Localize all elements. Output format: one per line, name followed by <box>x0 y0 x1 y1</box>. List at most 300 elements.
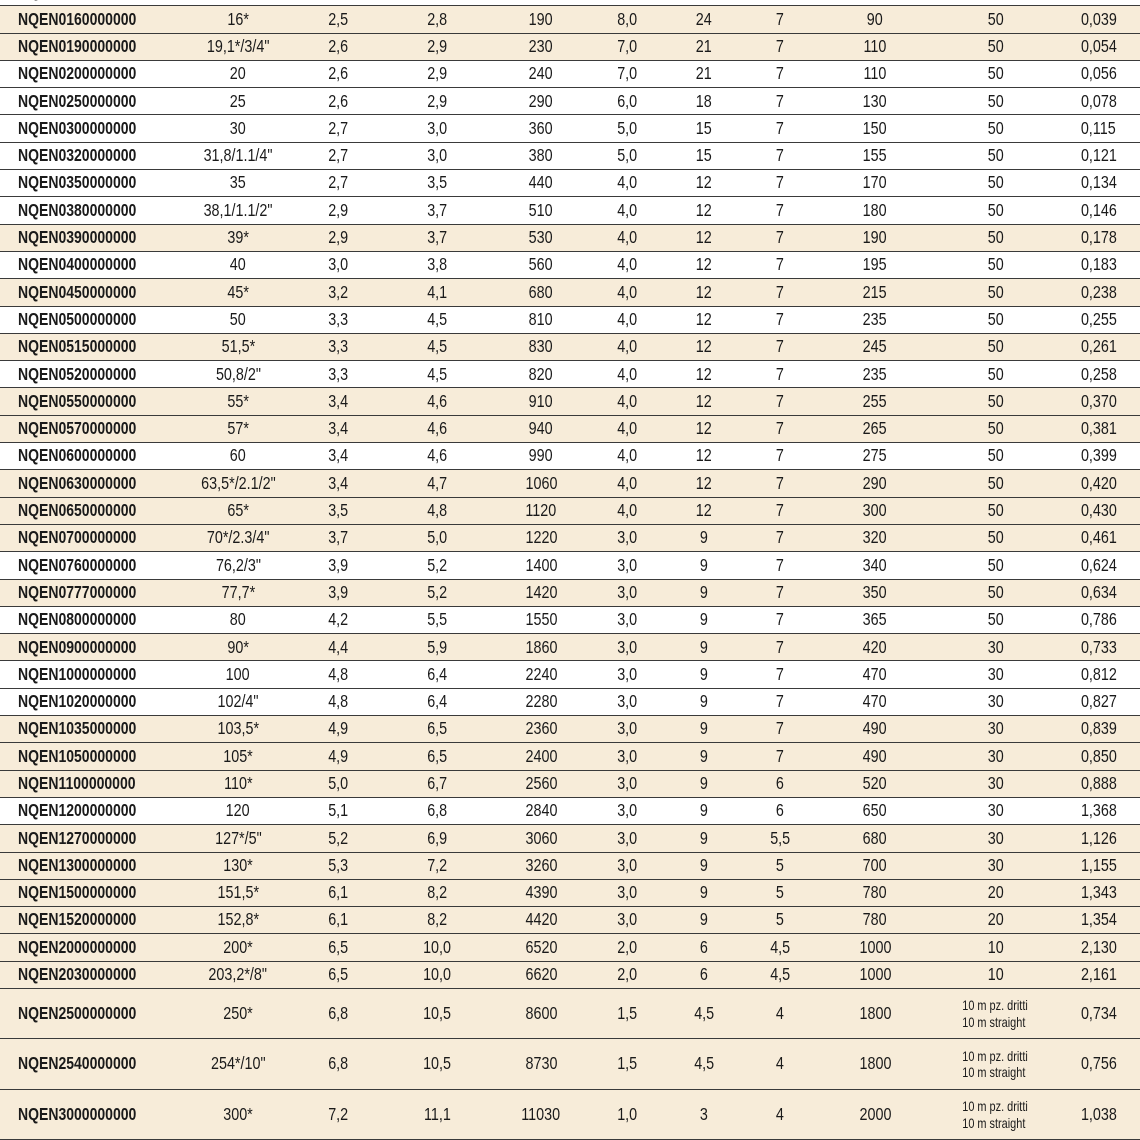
product-code-cell <box>0 852 182 879</box>
nominal-size-text: 77,7* <box>221 581 255 602</box>
value-col-2-text: 2,7 <box>328 172 348 193</box>
packaging-cell <box>934 497 1057 524</box>
value-col-3-text: 2,8 <box>427 8 447 29</box>
value-col-5-text: 3,0 <box>617 581 637 602</box>
packaging-note-en: 10 m straight <box>962 1013 1026 1030</box>
value-col-4-text: 8600 <box>525 1002 557 1023</box>
value-col-6-text: 18 <box>696 90 712 111</box>
value-col-2-cell <box>294 415 382 442</box>
value-col-5-text: 4,0 <box>617 500 637 521</box>
packaging-cell <box>934 552 1057 579</box>
packaging-text: 50 <box>987 90 1004 111</box>
product-code-text: NQEN0190000000 <box>18 35 137 56</box>
table-row <box>0 797 1140 824</box>
nominal-size-text: 51,5* <box>221 336 255 357</box>
value-col-2-cell <box>294 470 382 497</box>
value-col-7-text: 7 <box>776 172 784 193</box>
value-col-4-cell <box>492 361 590 388</box>
weight-text: 0,624 <box>1080 554 1117 575</box>
value-col-3-cell <box>382 251 492 278</box>
product-code-cell <box>0 879 182 906</box>
value-col-6-cell <box>664 825 744 852</box>
packaging-text <box>988 0 1004 1</box>
weight-cell <box>1057 716 1140 743</box>
value-col-8-text: 130 <box>863 90 887 111</box>
value-col-7-text: 7 <box>776 636 784 657</box>
value-col-7-text: 5 <box>776 909 784 930</box>
value-col-7-text: 7 <box>776 35 784 56</box>
value-col-4-text: 4390 <box>525 882 557 903</box>
value-col-3-text <box>427 0 447 1</box>
value-col-7-cell <box>744 170 816 197</box>
product-code-cell <box>0 60 182 87</box>
nominal-size-text: 70*/2.3/4" <box>206 527 270 548</box>
value-col-2-text: 2,7 <box>328 145 348 166</box>
value-col-4-text: 830 <box>529 336 553 357</box>
value-col-4-cell <box>492 988 590 1039</box>
value-col-2-text: 6,1 <box>328 909 348 930</box>
packaging-cell <box>934 6 1057 33</box>
value-col-2-cell <box>294 60 382 87</box>
value-col-5-text: 5,0 <box>617 145 637 166</box>
product-code-text: NQEN0200000000 <box>18 63 137 84</box>
value-col-8-text: 470 <box>863 663 887 684</box>
value-col-8-text: 235 <box>863 363 887 384</box>
value-col-6-text: 12 <box>696 363 712 384</box>
product-code-cell <box>0 88 182 115</box>
value-col-7-cell <box>744 1039 816 1090</box>
table-row <box>0 552 1140 579</box>
product-code-text: NQEN0250000000 <box>18 90 137 111</box>
value-col-6-cell <box>664 361 744 388</box>
value-col-6-text: 3 <box>700 1103 708 1124</box>
weight-text: 0,255 <box>1080 308 1117 329</box>
value-col-2-cell <box>294 1039 382 1090</box>
value-col-5-text: 4,0 <box>617 172 637 193</box>
value-col-6-cell <box>664 661 744 688</box>
value-col-6-text: 4,5 <box>694 1002 714 1023</box>
packaging-text: 30 <box>987 663 1004 684</box>
packaging-cell <box>934 688 1057 715</box>
value-col-6-text: 6 <box>700 964 708 985</box>
nominal-size-cell <box>182 907 294 934</box>
value-col-2-text: 2,5 <box>328 8 348 29</box>
product-code-text: NQEN2000000000 <box>18 936 137 957</box>
value-col-5-text: 3,0 <box>617 827 637 848</box>
product-code-text: NQEN2500000000 <box>18 1002 137 1023</box>
value-col-7-cell <box>744 497 816 524</box>
weight-text: 0,850 <box>1080 745 1117 766</box>
table-row <box>0 606 1140 633</box>
value-col-7-cell <box>744 443 816 470</box>
value-col-6-text: 9 <box>700 773 708 793</box>
nominal-size-text: 102/4" <box>217 691 259 712</box>
value-col-2-text: 3,2 <box>328 281 348 302</box>
product-code-cell <box>0 716 182 743</box>
value-col-8-cell <box>816 961 934 988</box>
value-col-5-cell <box>590 170 664 197</box>
nominal-size-text: 200* <box>223 936 253 957</box>
value-col-4-cell <box>492 443 590 470</box>
value-col-5-text: 3,0 <box>617 882 637 903</box>
value-col-2-cell <box>294 606 382 633</box>
product-code-text: NQEN2030000000 <box>18 964 137 985</box>
value-col-6-cell <box>664 934 744 961</box>
value-col-7-text: 4,5 <box>770 936 790 957</box>
product-code-text: NQEN0520000000 <box>18 363 137 384</box>
value-col-5-cell <box>590 306 664 333</box>
value-col-6-cell <box>664 961 744 988</box>
value-col-7-cell <box>744 224 816 251</box>
value-col-6-cell <box>664 115 744 142</box>
weight-cell <box>1057 879 1140 906</box>
value-col-2-text: 4,8 <box>328 663 348 684</box>
value-col-8-cell <box>816 306 934 333</box>
product-code-cell <box>0 33 182 60</box>
packaging-cell <box>934 443 1057 470</box>
value-col-7-cell <box>744 470 816 497</box>
value-col-7-text: 5 <box>776 854 784 875</box>
value-col-2-cell <box>294 634 382 661</box>
value-col-7-text: 7 <box>776 117 784 138</box>
value-col-3-cell <box>382 961 492 988</box>
weight-text: 0,039 <box>1080 8 1117 29</box>
value-col-8-cell <box>816 797 934 824</box>
value-col-6-text: 9 <box>700 854 708 875</box>
value-col-2-text: 4,8 <box>328 691 348 712</box>
value-col-2-text: 4,4 <box>328 636 348 657</box>
value-col-2-cell <box>294 443 382 470</box>
weight-text: 0,839 <box>1080 718 1117 739</box>
value-col-7-cell <box>744 279 816 306</box>
value-col-8-cell <box>816 579 934 606</box>
value-col-4-cell <box>492 716 590 743</box>
value-col-2-cell <box>294 716 382 743</box>
product-code-text: NQEN0800000000 <box>18 609 137 630</box>
value-col-4-text: 3060 <box>525 827 557 848</box>
value-col-7-text <box>776 0 784 1</box>
table-row <box>0 934 1140 961</box>
value-col-2-cell <box>294 688 382 715</box>
value-col-2-cell <box>294 306 382 333</box>
value-col-7-cell <box>744 606 816 633</box>
table-row <box>0 1089 1140 1140</box>
table-row <box>0 361 1140 388</box>
value-col-5-text: 3,0 <box>617 636 637 657</box>
nominal-size-cell <box>182 934 294 961</box>
product-code-text: NQEN1035000000 <box>18 718 137 739</box>
packaging-text: 20 <box>987 909 1004 930</box>
value-col-3-text: 6,8 <box>427 800 447 821</box>
value-col-6-text: 9 <box>700 554 708 575</box>
value-col-2-text: 3,9 <box>328 581 348 602</box>
value-col-8-text: 1800 <box>859 1002 891 1023</box>
value-col-5-cell <box>590 142 664 169</box>
value-col-2-text: 6,1 <box>328 882 348 903</box>
weight-text: 0,399 <box>1080 445 1117 466</box>
product-code-cell <box>0 688 182 715</box>
product-code-cell <box>0 306 182 333</box>
weight-cell <box>1057 388 1140 415</box>
value-col-3-text: 4,5 <box>427 363 447 384</box>
value-col-7-cell <box>744 961 816 988</box>
table-row <box>0 688 1140 715</box>
nominal-size-cell <box>182 497 294 524</box>
value-col-6-cell <box>664 170 744 197</box>
packaging-cell <box>934 142 1057 169</box>
value-col-4-text: 810 <box>529 308 553 329</box>
value-col-6-text: 6 <box>700 936 708 957</box>
nominal-size-text: 130* <box>223 854 253 875</box>
nominal-size-text: 151,5* <box>217 882 259 903</box>
value-col-8-text: 170 <box>863 172 887 193</box>
nominal-size-cell <box>182 552 294 579</box>
value-col-7-text: 7 <box>776 581 784 602</box>
nominal-size-text: 25 <box>230 90 246 111</box>
value-col-2-cell <box>294 552 382 579</box>
product-code-cell <box>0 251 182 278</box>
value-col-3-text: 10,0 <box>423 964 451 985</box>
value-col-2-cell <box>294 333 382 360</box>
value-col-8-cell <box>816 415 934 442</box>
nominal-size-text: 31,8/1.1/4" <box>203 145 273 166</box>
value-col-3-text: 6,9 <box>427 827 447 848</box>
value-col-3-text: 7,2 <box>427 854 447 875</box>
value-col-2-text: 2,9 <box>328 199 348 220</box>
product-code-cell <box>0 333 182 360</box>
value-col-8-cell <box>816 142 934 169</box>
value-col-8-text: 490 <box>863 745 887 766</box>
product-code-cell <box>0 552 182 579</box>
value-col-7-text: 5 <box>776 882 784 903</box>
weight-cell <box>1057 470 1140 497</box>
weight-text: 0,054 <box>1080 35 1117 56</box>
product-code-cell <box>0 361 182 388</box>
product-code-cell <box>0 279 182 306</box>
value-col-6-cell <box>664 634 744 661</box>
value-col-5-cell <box>590 251 664 278</box>
value-col-4-text: 6620 <box>525 964 557 985</box>
table-row <box>0 634 1140 661</box>
weight-cell <box>1057 333 1140 360</box>
value-col-4-cell <box>492 770 590 797</box>
product-code-text: NQEN0900000000 <box>18 636 137 657</box>
value-col-4-text <box>529 0 553 1</box>
nominal-size-text: 57* <box>227 418 249 439</box>
weight-cell <box>1057 33 1140 60</box>
packaging-cell <box>934 606 1057 633</box>
nominal-size-cell <box>182 224 294 251</box>
value-col-7-cell <box>744 934 816 961</box>
value-col-3-text: 2,9 <box>427 35 447 56</box>
product-code-text: NQEN3000000000 <box>18 1103 137 1124</box>
value-col-5-text: 3,0 <box>617 691 637 712</box>
value-col-3-text: 10,5 <box>423 1002 451 1023</box>
table-row <box>0 115 1140 142</box>
value-col-2-text: 5,2 <box>328 827 348 848</box>
nominal-size-text: 63,5*/2.1/2" <box>200 472 276 493</box>
packaging-cell <box>934 388 1057 415</box>
nominal-size-text: 127*/5" <box>214 827 262 848</box>
product-code-text: NQEN1300000000 <box>18 854 137 875</box>
value-col-2-cell <box>294 197 382 224</box>
weight-text: 0,430 <box>1080 500 1117 521</box>
packaging-text: 30 <box>987 800 1004 821</box>
value-col-3-cell <box>382 907 492 934</box>
value-col-7-text: 6 <box>776 800 784 821</box>
value-col-8-text: 180 <box>863 199 887 220</box>
value-col-5-cell <box>590 934 664 961</box>
table-row <box>0 197 1140 224</box>
value-col-7-text: 7 <box>776 390 784 411</box>
value-col-3-cell <box>382 797 492 824</box>
table-row <box>0 170 1140 197</box>
value-col-5-text: 4,0 <box>617 281 637 302</box>
value-col-4-cell <box>492 388 590 415</box>
value-col-7-cell <box>744 333 816 360</box>
value-col-2-text: 3,4 <box>328 390 348 411</box>
weight-cell <box>1057 797 1140 824</box>
value-col-7-cell <box>744 115 816 142</box>
value-col-3-cell <box>382 661 492 688</box>
value-col-2-text: 3,4 <box>328 445 348 466</box>
value-col-6-text: 9 <box>700 882 708 903</box>
nominal-size-cell <box>182 852 294 879</box>
packaging-note <box>963 1048 1029 1080</box>
value-col-6-text: 12 <box>696 254 712 275</box>
value-col-4-cell <box>492 470 590 497</box>
value-col-8-text: 1000 <box>859 964 891 985</box>
value-col-3-cell <box>382 716 492 743</box>
value-col-8-text: 1000 <box>859 936 891 957</box>
value-col-8-text: 365 <box>863 609 887 630</box>
weight-cell <box>1057 6 1140 33</box>
nominal-size-cell <box>182 170 294 197</box>
value-col-8-text: 190 <box>863 227 887 248</box>
packaging-text: 50 <box>987 63 1004 84</box>
value-col-6-text: 12 <box>696 500 712 521</box>
value-col-7-text: 7 <box>776 472 784 493</box>
weight-text: 0,258 <box>1080 363 1117 384</box>
value-col-4-cell <box>492 661 590 688</box>
value-col-8-text: 520 <box>863 773 887 793</box>
value-col-6-cell <box>664 879 744 906</box>
nominal-size-text: 40 <box>230 254 246 275</box>
packaging-note <box>963 997 1029 1029</box>
value-col-7-text: 4,5 <box>770 964 790 985</box>
product-code-cell <box>0 470 182 497</box>
value-col-7-cell <box>744 770 816 797</box>
value-col-7-text: 7 <box>776 254 784 275</box>
value-col-7-cell <box>744 1089 816 1140</box>
value-col-2-cell <box>294 961 382 988</box>
nominal-size-text: 103,5* <box>217 718 259 739</box>
value-col-4-text: 2280 <box>525 691 557 712</box>
value-col-2-cell <box>294 825 382 852</box>
value-col-5-cell <box>590 552 664 579</box>
nominal-size-text: 152,8* <box>217 909 259 930</box>
value-col-6-cell <box>664 306 744 333</box>
value-col-2-text: 4,2 <box>328 609 348 630</box>
value-col-8-cell <box>816 743 934 770</box>
value-col-5-text: 7,0 <box>617 35 637 56</box>
value-col-8-cell <box>816 934 934 961</box>
packaging-text: 50 <box>987 527 1004 548</box>
value-col-7-text: 7 <box>776 500 784 521</box>
nominal-size-cell <box>182 579 294 606</box>
weight-cell <box>1057 688 1140 715</box>
value-col-3-text: 5,9 <box>427 636 447 657</box>
packaging-cell <box>934 797 1057 824</box>
value-col-2-cell <box>294 797 382 824</box>
value-col-3-text: 4,5 <box>427 336 447 357</box>
weight-text: 0,420 <box>1080 472 1117 493</box>
value-col-7-text: 7 <box>776 145 784 166</box>
packaging-text: 50 <box>987 472 1004 493</box>
table-row <box>0 142 1140 169</box>
table-row <box>0 306 1140 333</box>
value-col-6-cell <box>664 197 744 224</box>
value-col-3-cell <box>382 524 492 551</box>
value-col-3-text: 10,5 <box>423 1053 451 1074</box>
value-col-4-text: 1550 <box>525 609 557 630</box>
value-col-4-cell <box>492 497 590 524</box>
value-col-4-text: 360 <box>529 117 553 138</box>
value-col-4-text: 530 <box>529 227 553 248</box>
value-col-4-text: 560 <box>529 254 553 275</box>
value-col-7-text: 7 <box>776 418 784 439</box>
value-col-6-cell <box>664 33 744 60</box>
packaging-text: 30 <box>987 691 1004 712</box>
value-col-7-cell <box>744 524 816 551</box>
value-col-3-cell <box>382 224 492 251</box>
nominal-size-text: 100 <box>226 663 250 684</box>
value-col-6-text: 9 <box>700 800 708 821</box>
value-col-8-cell <box>816 634 934 661</box>
value-col-6-text: 12 <box>696 199 712 220</box>
packaging-note-en: 10 m straight <box>962 1064 1026 1081</box>
value-col-4-text: 2400 <box>525 745 557 766</box>
nominal-size-cell <box>182 716 294 743</box>
value-col-4-cell <box>492 88 590 115</box>
value-col-5-text: 3,0 <box>617 663 637 684</box>
value-col-2-text: 2,6 <box>328 90 348 111</box>
value-col-2-cell <box>294 279 382 306</box>
value-col-4-text: 1400 <box>525 554 557 575</box>
value-col-7-cell <box>744 88 816 115</box>
value-col-4-text: 1120 <box>525 500 557 521</box>
nominal-size-text: 80 <box>230 609 246 630</box>
packaging-text: 30 <box>987 773 1004 793</box>
nominal-size-cell <box>182 388 294 415</box>
value-col-2-text: 3,3 <box>328 363 348 384</box>
value-col-3-text: 6,5 <box>427 745 447 766</box>
value-col-6-cell <box>664 852 744 879</box>
value-col-5-cell <box>590 797 664 824</box>
nominal-size-cell <box>182 606 294 633</box>
value-col-5-cell <box>590 606 664 633</box>
value-col-6-text: 9 <box>700 527 708 548</box>
value-col-3-cell <box>382 388 492 415</box>
value-col-4-cell <box>492 279 590 306</box>
value-col-8-cell <box>816 361 934 388</box>
value-col-8-cell <box>816 770 934 797</box>
value-col-3-cell <box>382 6 492 33</box>
table-row <box>0 770 1140 797</box>
nominal-size-text: 76,2/3" <box>215 554 261 575</box>
value-col-4-text: 290 <box>529 90 553 111</box>
nominal-size-cell <box>182 1089 294 1140</box>
